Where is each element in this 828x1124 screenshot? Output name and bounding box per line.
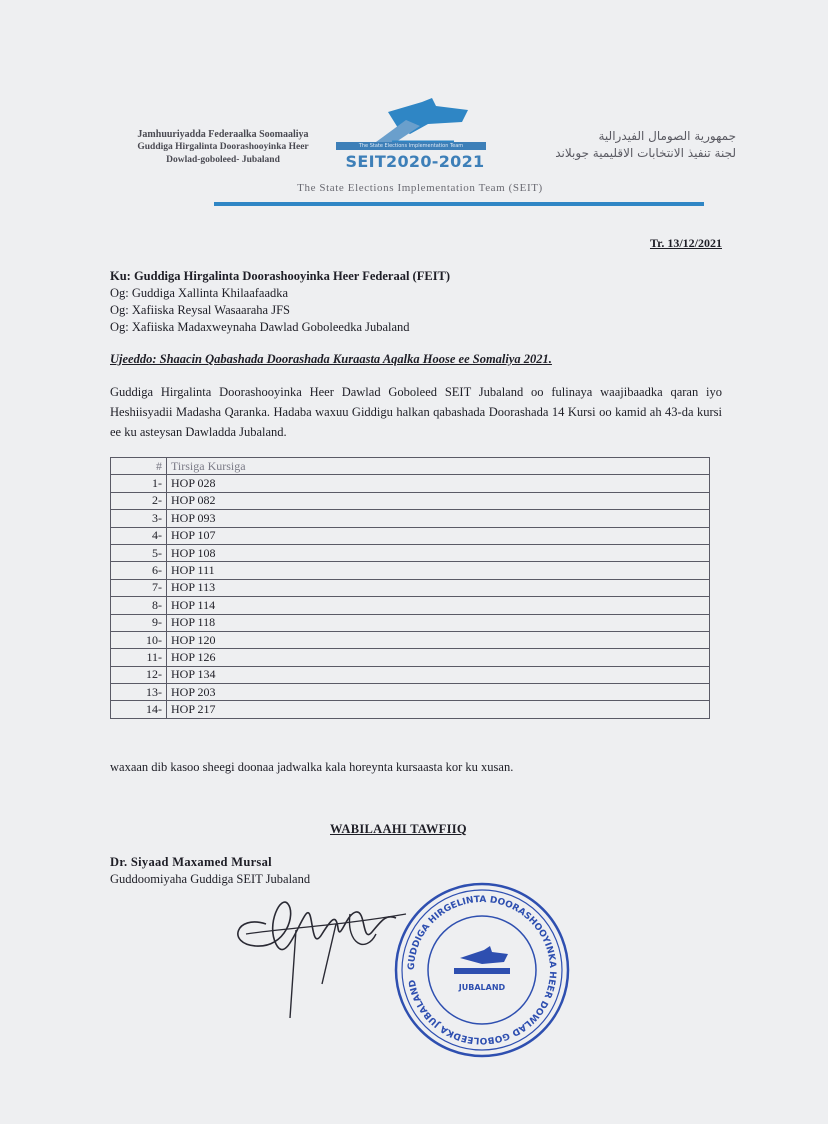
letterhead-line-1: Jamhuuriyadda Federaalka Soomaaliya (137, 129, 309, 140)
recipient-to: Ku: Guddiga Hirgalinta Doorashooyinka Heer Federaal (FEIT) (110, 269, 451, 283)
row-number: 2- (111, 492, 167, 509)
letter-date: Tr. 13/12/2021 (649, 236, 722, 250)
letter-subject: Ujeeddo: Shaacin Qabashada Doorashada Kuraasta Aqalka Hoose ee Somaliya 2021. (110, 352, 552, 366)
logo-text: SEIT2020-2021 (345, 152, 485, 171)
recipient-cc-1: Og: Guddiga Xallinta Khilaafaadka (110, 286, 289, 300)
official-stamp (392, 880, 572, 1060)
letter-body: Guddiga Hirgalinta Doorashooyinka Heer Dawlad Goboleed SEIT Jubaland oo fulinaya waajibaadka qaran iyo Heshiisyadii Madasha Qaranka. Hadaba waxuu Giddigu halkan qabashada Doorashada 14 Kursi oo kamid ah 43-da kursi ee ku asteysan Dawladda Jubaland. (110, 385, 722, 439)
table-row (111, 666, 710, 683)
row-number: 4- (111, 527, 167, 544)
seit-logo (336, 98, 494, 176)
letterhead-line-2: Guddiga Hirgalinta Doorashooyinka Heer (137, 142, 309, 152)
seat-code: HOP 093 (167, 510, 710, 527)
seat-code: HOP 118 (167, 614, 710, 631)
seats-table-body (111, 475, 710, 718)
seat-code: HOP 134 (167, 666, 710, 683)
salutation: WABILAAHI TAWFIIQ (330, 822, 467, 836)
letterhead-arabic-line-1: جمهورية الصومال الفيدرالية (598, 129, 736, 143)
table-row (111, 579, 710, 596)
table-row (111, 649, 710, 666)
seat-code: HOP 114 (167, 597, 710, 614)
row-number: 1- (111, 475, 167, 492)
letterhead-somali (112, 128, 334, 167)
seats-table (110, 457, 710, 719)
recipients-block (110, 268, 450, 336)
signer-title: Guddoomiyaha Guddiga SEIT Jubaland (110, 872, 311, 886)
signer-name: Dr. Siyaad Maxamed Mursal (110, 855, 272, 869)
row-number: 9- (111, 614, 167, 631)
closing-text: waxaan dib kasoo sheegi doonaa jadwalka kala horeynta kursaasta kor ku xusan. (110, 760, 514, 774)
seat-code: HOP 217 (167, 701, 710, 718)
table-row (111, 631, 710, 648)
column-header-number: # (111, 458, 167, 475)
handwritten-signature (226, 884, 416, 1024)
row-number: 7- (111, 579, 167, 596)
table-row (111, 614, 710, 631)
column-header-seat: Tirsiga Kursiga (167, 458, 710, 475)
table-row (111, 475, 710, 492)
table-row (111, 492, 710, 509)
row-number: 10- (111, 631, 167, 648)
ballot-box-icon (336, 98, 494, 146)
seat-code: HOP 126 (167, 649, 710, 666)
table-row (111, 544, 710, 561)
row-number: 6- (111, 562, 167, 579)
letterhead-arabic-line-2: لجنة تنفيذ الانتخابات الاقليمية جوبلاند (555, 146, 736, 160)
row-number: 11- (111, 649, 167, 666)
stamp-ring-text: GUDDIGA HIRGELINTA DOORASHOOYINKA HEER DOWLAD GOBOLEEDKA JUBALAND (406, 894, 558, 1046)
row-number: 5- (111, 544, 167, 561)
row-number: 13- (111, 684, 167, 701)
table-row (111, 684, 710, 701)
row-number: 3- (111, 510, 167, 527)
seat-code: HOP 111 (167, 562, 710, 579)
recipient-cc-3: Og: Xafiiska Madaxweynaha Dawlad Goboleedka Jubaland (110, 320, 410, 334)
signer-block (110, 854, 310, 888)
stamp-center-text: JUBALAND (458, 983, 506, 992)
seat-code: HOP 120 (167, 631, 710, 648)
seat-code: HOP 108 (167, 544, 710, 561)
seat-code: HOP 082 (167, 492, 710, 509)
logo-banner: The State Elections Implementation Team (336, 142, 486, 150)
table-header-row (111, 458, 710, 475)
seat-code: HOP 113 (167, 579, 710, 596)
table-row (111, 562, 710, 579)
row-number: 8- (111, 597, 167, 614)
letterhead-divider (214, 202, 704, 206)
row-number: 12- (111, 666, 167, 683)
table-row (111, 701, 710, 718)
letterhead-subtitle: The State Elections Implementation Team (SEIT) (297, 182, 543, 194)
recipient-cc-2: Og: Xafiiska Reysal Wasaaraha JFS (110, 303, 290, 317)
letterhead-arabic (492, 128, 736, 162)
row-number: 14- (111, 701, 167, 718)
table-row (111, 510, 710, 527)
seat-code: HOP 028 (167, 475, 710, 492)
table-row (111, 527, 710, 544)
table-row (111, 597, 710, 614)
letterhead-line-3: Dowlad-goboleed- Jubaland (166, 155, 280, 165)
seat-code: HOP 107 (167, 527, 710, 544)
seat-code: HOP 203 (167, 684, 710, 701)
